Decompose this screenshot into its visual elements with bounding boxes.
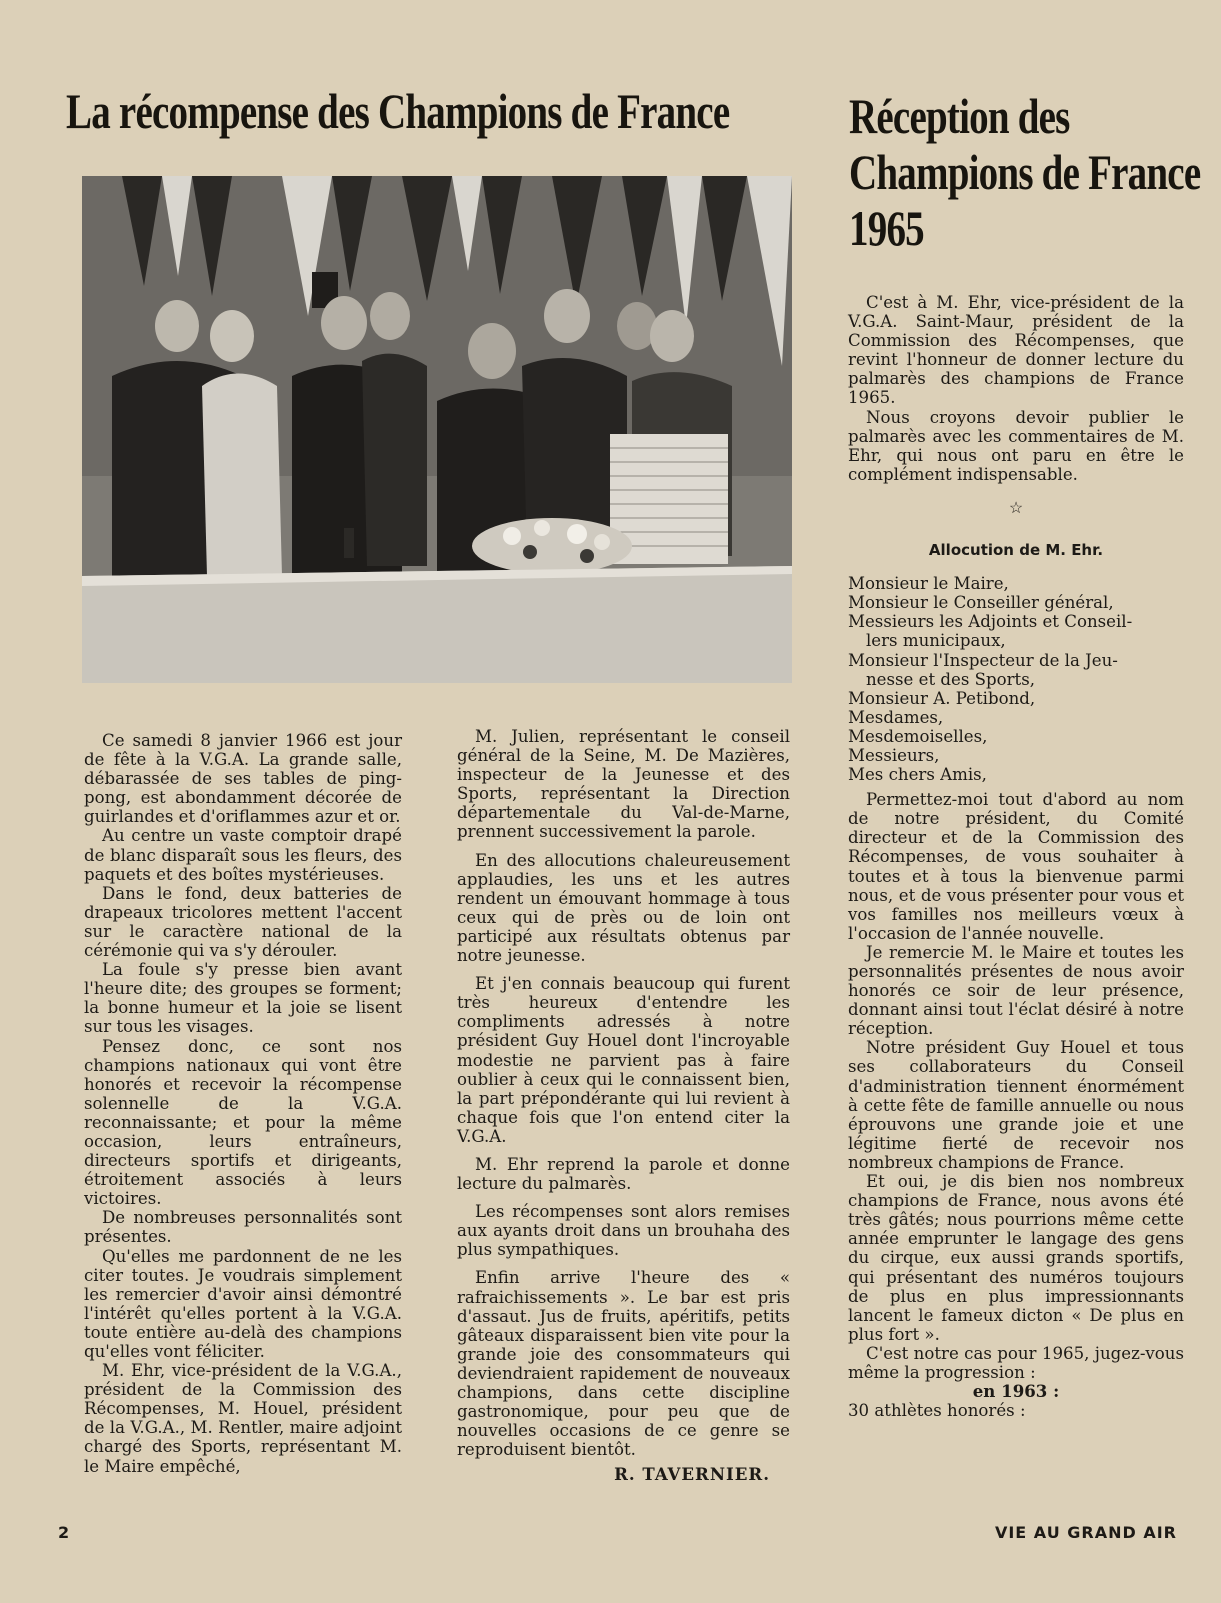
paragraph: M. Ehr reprend la parole et donne lecture du palmarès. [457, 1154, 790, 1194]
ceremony-photo [82, 176, 792, 683]
athlete-count: 30 athlètes honorés : [848, 1401, 1026, 1421]
paragraph: M. Julien, représentant le conseil général de la Seine, M. De Mazières, inspecteur de la Jeunesse et des Sports, représentant la Direction départementale du Val-de-Marne, prennent successivement la parole. [457, 727, 790, 842]
salutation-line: Mesdemoiselles, [848, 726, 988, 746]
ceremony-photo-illustration [82, 176, 792, 683]
paragraph: Et j'en connais beaucoup qui furent très heureux d'entendre les compliments adressés à notre président Guy Houel dont l'incroyable modestie ne parvient pas à faire oublier à ceux qui le connaissent bien, la part prépondérante qui lui revient à chaque fois que l'on entend citer la V.G.A. [457, 974, 790, 1146]
paragraph: Les récompenses sont alors remises aux ayants droit dans un brouhaha des plus sympathiques. [457, 1202, 790, 1260]
salutation-line: Messieurs, [848, 745, 940, 765]
speech-title: Allocution de M. Ehr. [928, 541, 1104, 560]
salutations [848, 574, 1184, 784]
right-headline-line-1: Réception des [849, 88, 1070, 144]
paragraph: Qu'elles me pardonnent de ne les citer toutes. Je voudrais simplement les remercier d'avoir ainsi démontré l'intérêt qu'elles portent à la V.G.A. toute entière au-delà des champions qu'elles vont féliciter. [84, 1246, 402, 1361]
right-headline-line-3: 1965 [849, 200, 924, 256]
intro-paragraph: Nous croyons devoir publier le palmarès avec les commentaires de M. Ehr, qui nous ont paru en être le complément indispensable. [848, 407, 1184, 484]
salutation-line: Monsieur le Conseiller général, [848, 593, 1114, 613]
salutation-line: Monsieur l'Inspecteur de la Jeu- [848, 650, 1118, 670]
year-heading: en 1963 : [972, 1381, 1060, 1402]
author-signature: R. TAVERNIER. [614, 1464, 770, 1485]
speech-paragraph: Permettez-moi tout d'abord au nom de notre président, du Comité directeur et de la Commission des Récompenses, de vous souhaiter à toutes et à tous la bienvenue parmi nous, et de vous présenter pour vous et vos familles nos meilleurs vœux à l'occasion de l'année nouvelle. [848, 790, 1184, 943]
salutation-line: Mes chers Amis, [848, 765, 987, 785]
salutation-line: nesse et des Sports, [866, 669, 1036, 689]
left-article-column-2 [457, 727, 790, 1484]
page-number: 2 [58, 1523, 70, 1542]
salutation-line: lers municipaux, [866, 631, 1006, 651]
paragraph: Pensez donc, ce sont nos champions nationaux qui vont être honorés et recevoir la récompense solennelle de la V.G.A. reconnaissante; et pour la même occasion, leurs entraîneurs, directeurs sportifs et dirigeants, étroitement associés à leurs victoires. [84, 1036, 402, 1209]
paragraph: En des allocutions chaleureusement applaudies, les uns et les autres rendent un émouvant hommage à tous ceux qui de près ou de loin ont participé aux résultats obtenus par notre jeunesse. [457, 850, 790, 966]
star-icon: ☆ [1008, 497, 1024, 517]
paragraph: Ce samedi 8 janvier 1966 est jour de fête à la V.G.A. La grande salle, débarassée de ses tables de ping-pong, est abondamment décorée de guirlandes et d'oriflammes azur et or. [84, 731, 402, 827]
speech-paragraph: Et oui, je dis bien nos nombreux champions de France, nous avons été très gâtés; nous pourrions même cette année emprunter le langage des gens du cirque, eux aussi grands sportifs, qui présentant des numéros toujours de plus en plus impressionnants lancent le fameux dicton « De plus en plus fort ». [848, 1172, 1184, 1344]
salutation-line: Monsieur le Maire, [848, 574, 1009, 594]
paragraph: De nombreuses personnalités sont présentes. [84, 1208, 402, 1247]
trophy [344, 528, 354, 558]
intro-paragraph: C'est à M. Ehr, vice-président de la V.G.A. Saint-Maur, président de la Commission des Récompenses, que revint l'honneur de donner lecture du palmarès des champions de France 1965. [848, 293, 1184, 408]
magazine-name: VIE AU GRAND AIR [994, 1523, 1177, 1542]
speech-paragraph: C'est notre cas pour 1965, jugez-vous même la progression : [848, 1343, 1184, 1382]
paragraph: Enfin arrive l'heure des « rafraichissements ». Le bar est pris d'assaut. Jus de fruits, apéritifs, petits gâteaux disparaissent bien vite pour la grande joie des consommateurs qui deviendraient rapidement de nouveaux champions, dans cette discipline gastronomique, pour peu que de nouvelles occasions de ce genre se reproduisent bientôt. [457, 1268, 790, 1460]
paragraph: Dans le fond, deux batteries de drapeaux tricolores mettent l'accent sur le caractère national de la cérémonie qui va s'y dérouler. [84, 883, 402, 961]
salutation-line: Monsieur A. Petibond, [848, 688, 1036, 708]
flowers [472, 518, 632, 574]
right-headline [849, 88, 1200, 256]
speech-paragraph: Je remercie M. le Maire et toutes les personnalités présentes de nous avoir honorés ce soir de leur présence, donnant ainsi tout l'éclat désiré à notre réception. [848, 942, 1184, 1039]
speech-paragraph: Notre président Guy Houel et tous ses collaborateurs du Conseil d'administration tiennent énormément à cette fête de famille annuelle ou nous éprouvons une grande joie et une légitime fierté de recevoir nos nombreux champions de France. [848, 1038, 1184, 1172]
left-article-column-1 [84, 731, 402, 1476]
salutation-line: Mesdames, [848, 707, 944, 727]
paragraph: M. Ehr, vice-président de la V.G.A., président de la Commission des Récompenses, M. Houel, président de la V.G.A., M. Rentler, maire adjoint chargé des Sports, représentant M. le Maire empêché, [84, 1361, 402, 1476]
paragraph: La foule s'y presse bien avant l'heure dite; des groupes se forment; la bonne humeur et la joie se lisent sur tous les visages. [84, 960, 402, 1037]
right-headline-line-2: Champions de France [849, 144, 1201, 200]
salutation-line: Messieurs les Adjoints et Conseil- [848, 612, 1133, 632]
paragraph: Au centre un vaste comptoir drapé de blanc disparaît sous les fleurs, des paquets et des boîtes mystérieuses. [84, 826, 402, 884]
right-article-column [848, 293, 1184, 1420]
left-headline: La récompense des Champions de France [66, 83, 730, 139]
